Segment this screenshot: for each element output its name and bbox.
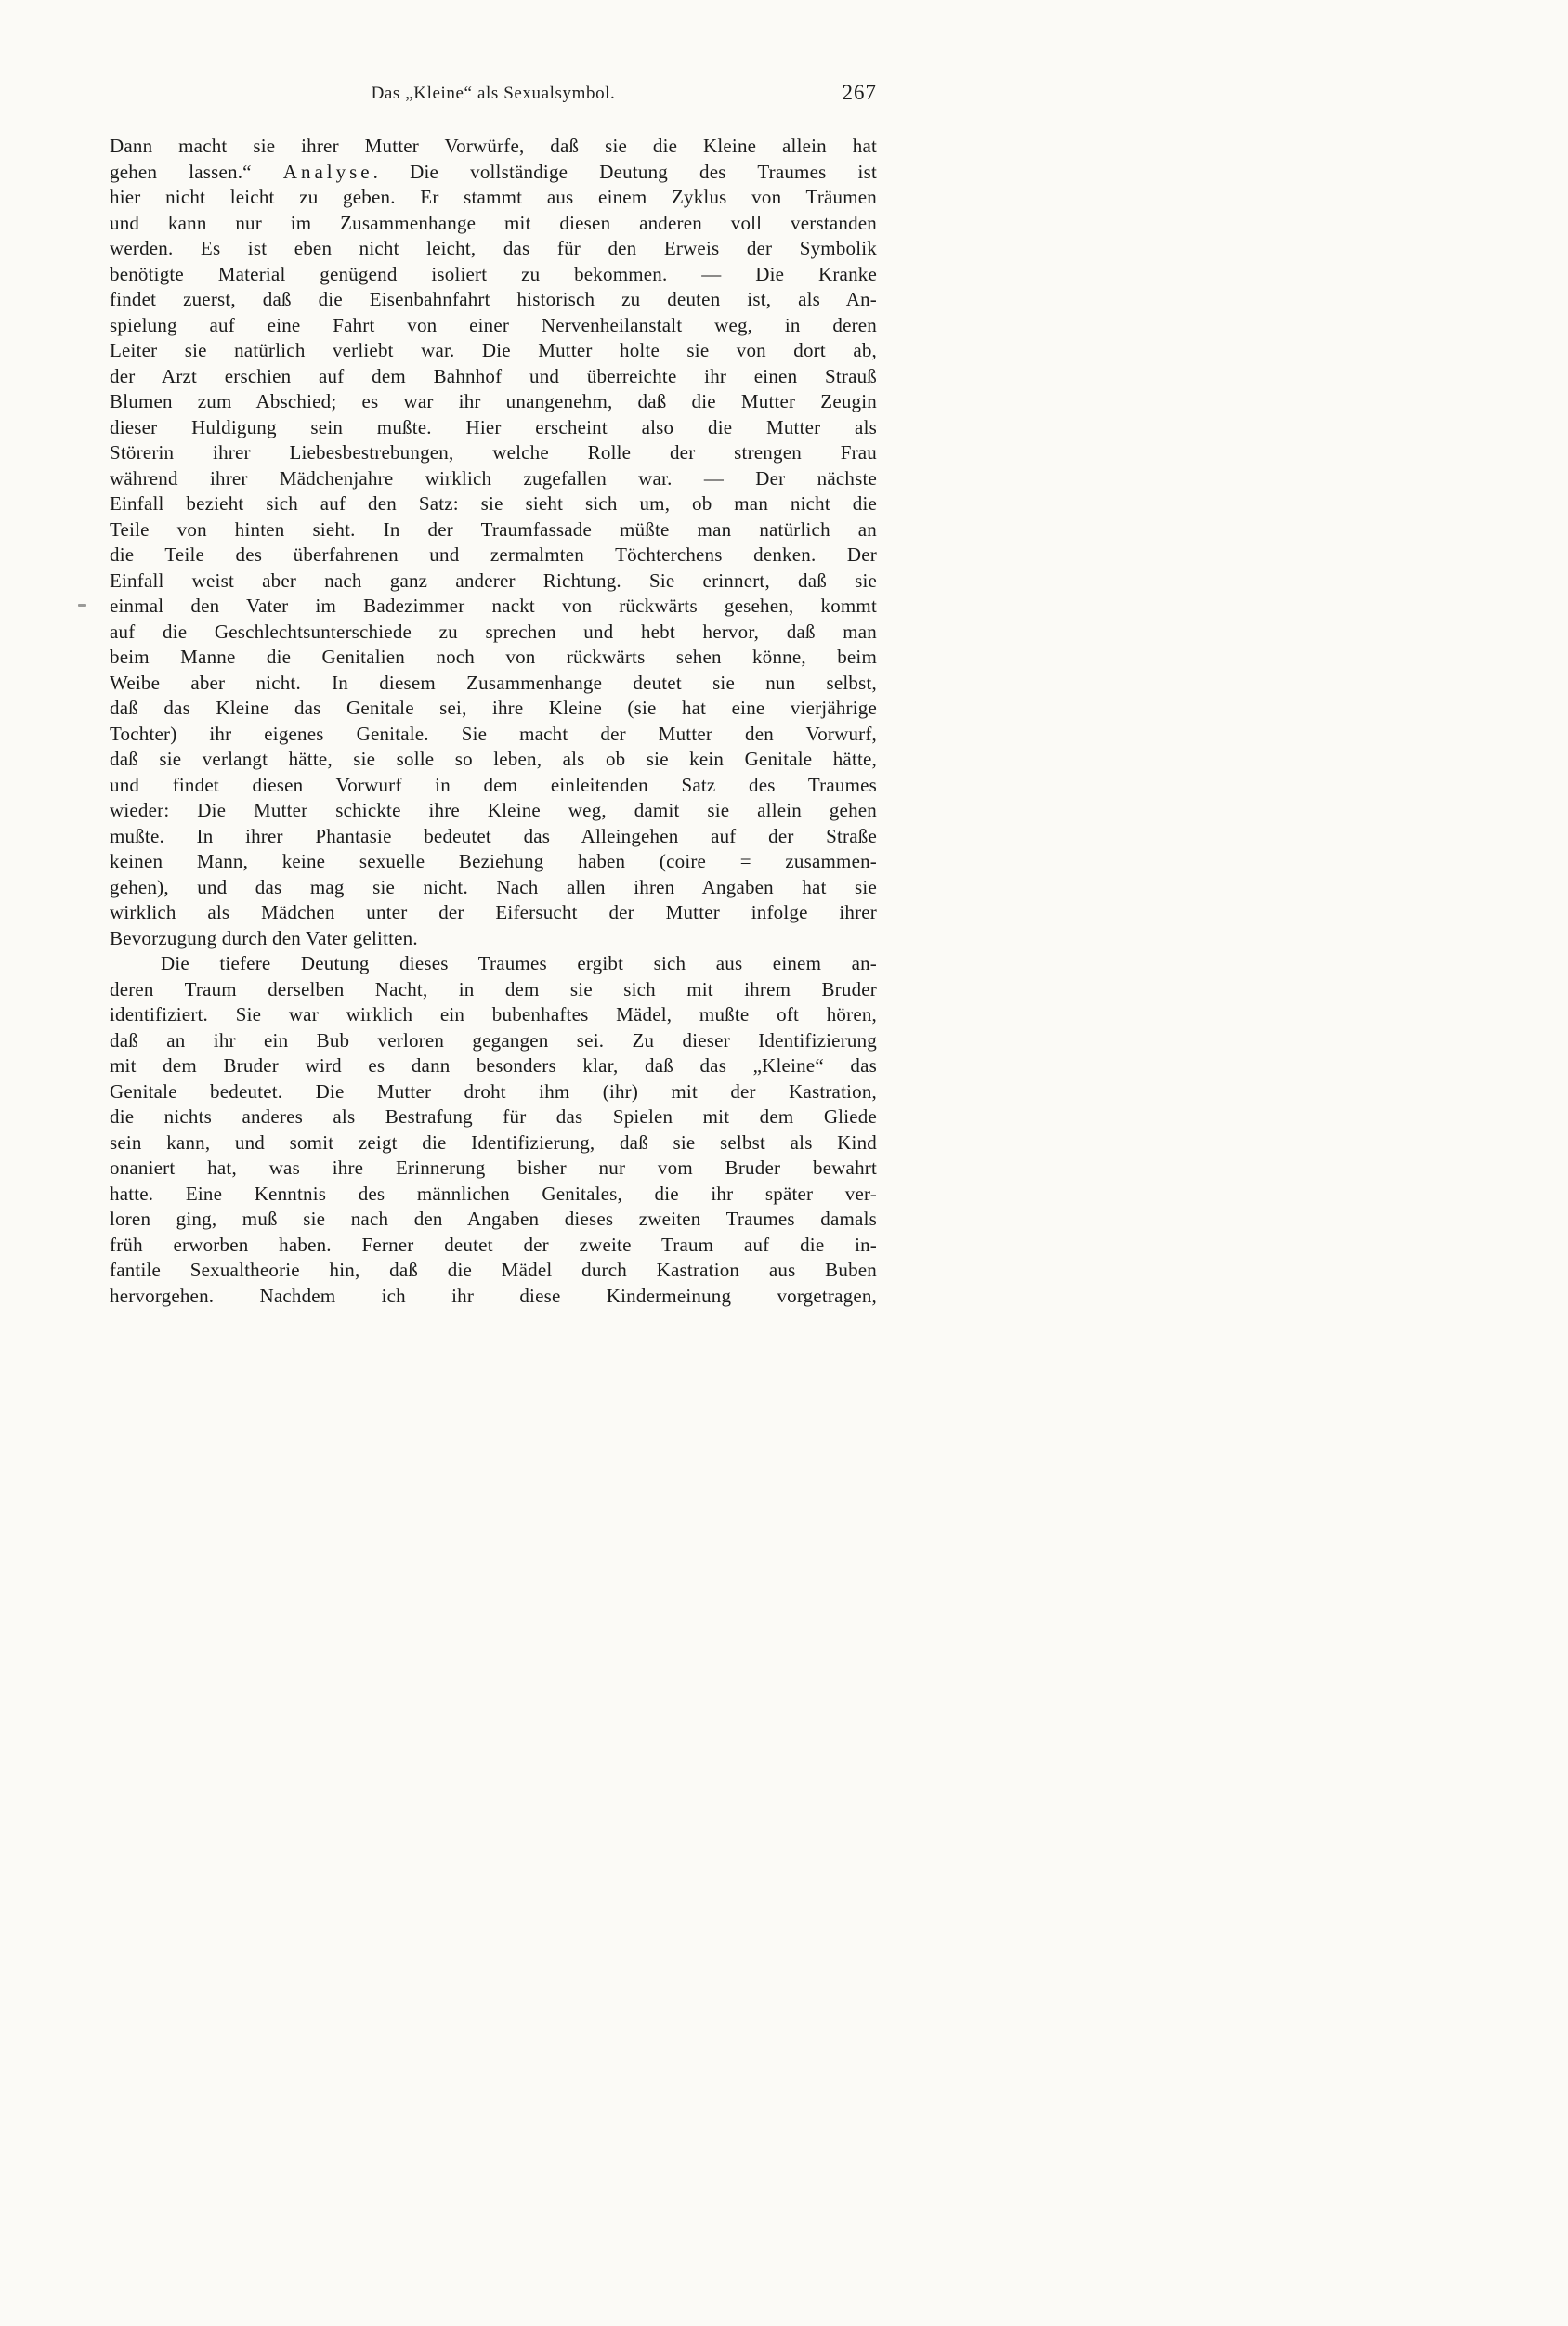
emphasized-word: Analyse: [282, 160, 373, 183]
text-line: loren ging, muß sie nach den Angaben dieses zweiten Traumes damals: [110, 1208, 877, 1230]
text-line: Einfall weist aber nach ganz anderer Richtung. Sie erinnert, daß sie: [110, 568, 877, 592]
text-line: Weibe aber nicht. In diesem Zusammenhange deutet sie nun selbst,: [110, 671, 877, 694]
text-line: Leiter sie natürlich verliebt war. Die Mutter holte sie von dort ab,: [110, 339, 877, 361]
text-line: Genitale bedeutet. Die Mutter droht ihm (ihr) mit der Kastration,: [110, 1079, 877, 1103]
scan-speck: [78, 604, 86, 607]
text-line: fantile Sexualtheorie hin, daß die Mädel durch Kastration aus Buben: [110, 1259, 877, 1281]
text-line: Störerin ihrer Liebesbestrebungen, welche Rolle der strengen Frau: [110, 441, 877, 464]
text-line: auf die Geschlechtsunterschiede zu sprechen und hebt hervor, daß man: [110, 620, 877, 643]
text-line: Dann macht sie ihrer Mutter Vorwürfe, daß sie die Kleine allein hat: [110, 135, 877, 157]
text-line: identifiziert. Sie war wirklich ein bubenhaftes Mädel, mußte oft hören,: [110, 1003, 877, 1026]
text-line: gehen), und das mag sie nicht. Nach allen ihren Angaben hat sie: [110, 875, 877, 898]
text-line: mit dem Bruder wird es dann besonders klar, daß das „Kleine“ das: [110, 1054, 877, 1077]
text-line: einmal den Vater im Badezimmer nackt von rückwärts gesehen, kommt: [110, 595, 877, 617]
text-line: der Arzt erschien auf dem Bahnhof und überreichte ihr einen Strauß: [110, 364, 877, 387]
text-line: mußte. In ihrer Phantasie bedeutet das Alleingehen auf der Straße: [110, 824, 877, 847]
text-line: gehen lassen.“ Analyse. Die vollständige Deutung des Traumes ist: [110, 160, 877, 183]
text-line: Die tiefere Deutung dieses Traumes ergibt sich aus einem an-: [161, 952, 877, 974]
text-line: früh erworben haben. Ferner deutet der zweite Traum auf die in-: [110, 1233, 877, 1256]
text-line: deren Traum derselben Nacht, in dem sie sich mit ihrem Bruder: [110, 977, 877, 1000]
text-line: Blumen zum Abschied; es war ihr unangenehm, daß die Mutter Zeugin: [110, 390, 877, 412]
text-line: hatte. Eine Kenntnis des männlichen Genitales, die ihr später ver-: [110, 1182, 877, 1205]
text-line: dieser Huldigung sein mußte. Hier erscheint also die Mutter als: [110, 415, 877, 438]
page-number: 267: [842, 81, 877, 104]
text-line: während ihrer Mädchenjahre wirklich zugefallen war. — Der nächste: [110, 466, 877, 490]
text-line: daß sie verlangt hätte, sie solle so leben, als ob sie kein Genitale hätte,: [110, 748, 877, 770]
text-block: [110, 81, 877, 1309]
text-line: wieder: Die Mutter schickte ihre Kleine weg, damit sie allein gehen: [110, 799, 877, 821]
text-line: die nichts anderes als Bestrafung für das Spielen mit dem Gliede: [110, 1105, 877, 1128]
text-line: findet zuerst, daß die Eisenbahnfahrt historisch zu deuten ist, als An-: [110, 288, 877, 310]
text-line: Bevorzugung durch den Vater gelitten.: [110, 926, 418, 949]
running-header: [110, 81, 877, 111]
text-line: Einfall bezieht sich auf den Satz: sie sieht sich um, ob man nicht die: [110, 492, 877, 515]
text-line: und kann nur im Zusammenhange mit diesen anderen voll verstanden: [110, 211, 877, 234]
text-line: und findet diesen Vorwurf in dem einleitenden Satz des Traumes: [110, 773, 877, 796]
text-line: Teile von hinten sieht. In der Traumfassade müßte man natürlich an: [110, 517, 877, 541]
text-line: spielung auf eine Fahrt von einer Nervenheilanstalt weg, in deren: [110, 313, 877, 336]
text-line: onaniert hat, was ihre Erinnerung bisher nur vom Bruder bewahrt: [110, 1156, 877, 1179]
text-line: daß an ihr ein Bub verloren gegangen sei. Zu dieser Identifizierung: [110, 1028, 877, 1052]
text-line: werden. Es ist eben nicht leicht, das für den Erweis der Symbolik: [110, 237, 877, 259]
text-line: sein kann, und somit zeigt die Identifizierung, daß sie selbst als Kind: [110, 1130, 877, 1154]
text-line: hervorgehen. Nachdem ich ihr diese Kindermeinung vorgetragen,: [110, 1284, 877, 1307]
text-line: benötigte Material genügend isoliert zu bekommen. — Die Kranke: [110, 262, 877, 285]
text-line: beim Manne die Genitalien noch von rückwärts sehen könne, beim: [110, 646, 877, 668]
text-line: keinen Mann, keine sexuelle Beziehung haben (coire = zusammen-: [110, 850, 877, 872]
text-line: wirklich als Mädchen unter der Eifersucht der Mutter infolge ihrer: [110, 901, 877, 923]
page-title: Das „Kleine“ als Sexualsymbol.: [371, 84, 616, 103]
text-line: die Teile des überfahrenen und zermalmten Töchterchens denken. Der: [110, 543, 877, 566]
text-line: Tochter) ihr eigenes Genitale. Sie macht der Mutter den Vorwurf,: [110, 722, 877, 745]
text-line: daß das Kleine das Genitale sei, ihre Kleine (sie hat eine vierjährige: [110, 697, 877, 719]
body-text: [110, 134, 877, 1309]
text-line: hier nicht leicht zu geben. Er stammt aus einem Zyklus von Träumen: [110, 186, 877, 208]
